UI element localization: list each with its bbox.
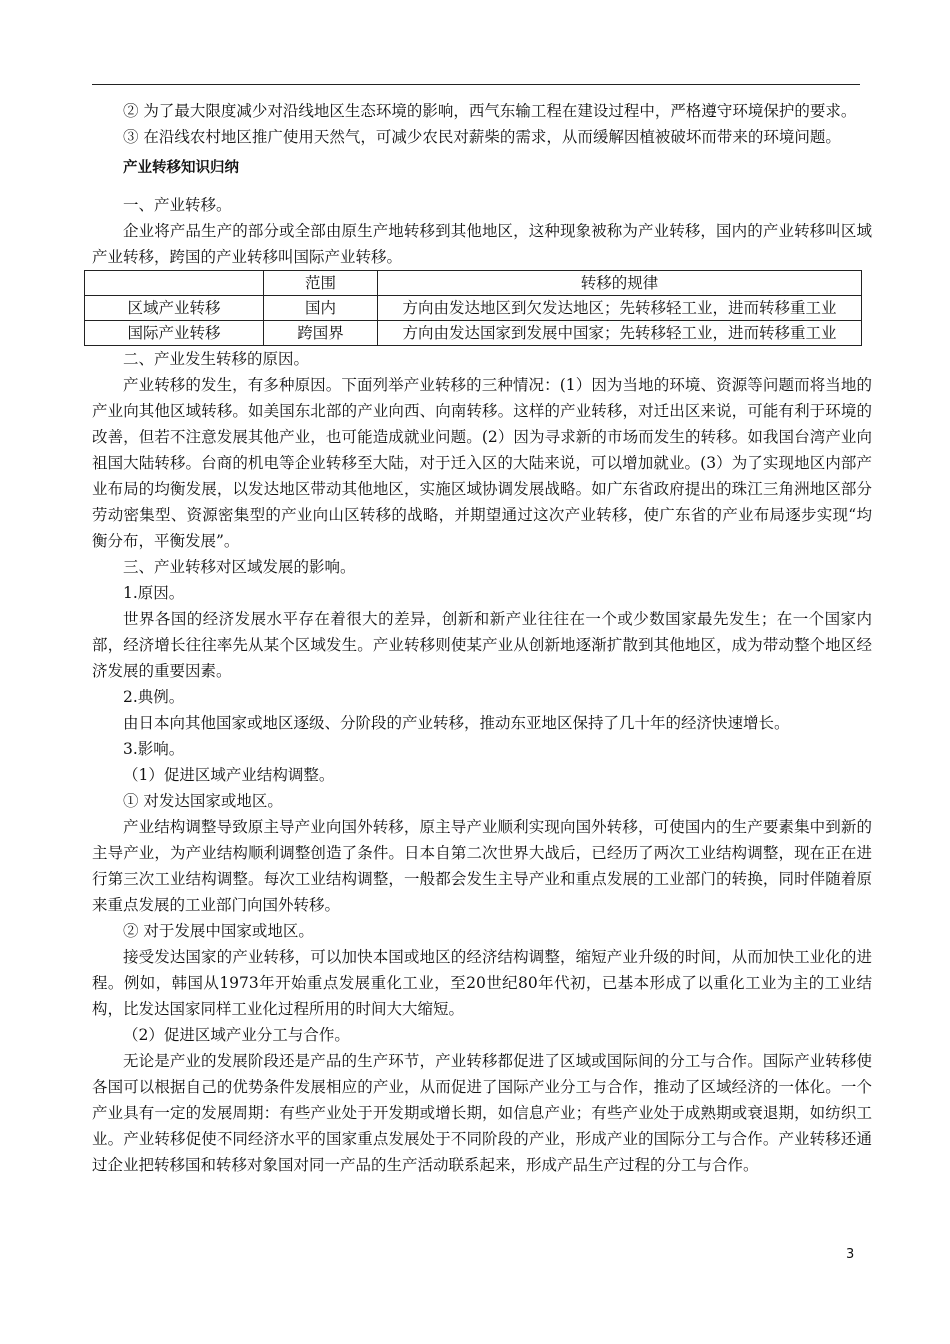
- paragraph-point-3: ③ 在沿线农村地区推广使用天然气，可减少农民对薪柴的需求，从而缓解因植被破坏而带来的环境问题。: [123, 128, 841, 146]
- subsection-impact-title: 3.影响。: [123, 740, 185, 758]
- impact-1a-title: ① 对发达国家或地区。: [123, 792, 283, 810]
- subsection-reason-title: 1.原因。: [123, 584, 185, 602]
- impact-1b-title: ② 对于发展中国家或地区。: [123, 922, 314, 940]
- table-header-row: [85, 271, 862, 296]
- table-cell: 区域产业转移: [85, 296, 264, 321]
- impact-2-body: 无论是产业的发展阶段还是产品的生产环节，产业转移都促进了区域或国际间的分工与合作。国际产业转移使各国可以根据自己的优势条件发展相应的产业，从而促进了国际产业分工与合作，推动了区域经济的一体化。一个产业具有一定的发展周期：有些产业处于开发期或增长期，如信息产业；有些产业处于成熟期或衰退期，如纺织工业。产业转移促使不同经济水平的国家重点发展处于不同阶段的产业，形成产业的国际分工与合作。产业转移还通过企业把转移国和转移对象国对同一产品的生产活动联系起来，形成产品生产过程的分工与合作。: [92, 1052, 872, 1174]
- section1-body: 企业将产品生产的部分或全部由原生产地转移到其他地区，这种现象被称为产业转移，国内的产业转移叫区域产业转移，跨国的产业转移叫国际产业转移。: [92, 222, 872, 266]
- table-header-cell: [85, 271, 264, 296]
- table-header-cell: 范围: [264, 271, 378, 296]
- table-cell: 国内: [264, 296, 378, 321]
- section3-title: 三、产业转移对区域发展的影响。: [123, 558, 356, 576]
- table-cell: 国际产业转移: [85, 321, 264, 346]
- subsection-reason-body: 世界各国的经济发展水平存在着很大的差异，创新和新产业往往在一个或少数国家最先发生；在一个国家内部，经济增长往往率先从某个区域发生。产业转移则使某产业从创新地逐渐扩散到其他地区，成为带动整个地区经济发展的重要因素。: [92, 610, 872, 680]
- table-cell: 方向由发达国家到发展中国家；先转移轻工业，进而转移重工业: [378, 321, 862, 346]
- section1-title: 一、产业转移。: [123, 196, 232, 214]
- subsection-example-title: 2.典例。: [123, 688, 185, 706]
- impact-1b-body: 接受发达国家的产业转移，可以加快本国或地区的经济结构调整，缩短产业升级的时间，从而加快工业化的进程。例如，韩国从1973年开始重点发展重化工业，至20世纪80年代初，已基本形成了以重化工业为主的工业结构，比发达国家同样工业化过程所用的时间大大缩短。: [92, 948, 872, 1018]
- header-rule: [92, 84, 860, 85]
- transfer-table: [84, 270, 862, 346]
- paragraph-point-2: ② 为了最大限度减少对沿线地区生态环境的影响，西气东输工程在建设过程中，严格遵守环境保护的要求。: [123, 102, 857, 120]
- table-row: [85, 321, 862, 346]
- table-cell: 跨国界: [264, 321, 378, 346]
- impact-1-title: （1）促进区域产业结构调整。: [123, 766, 335, 784]
- page-number: 3: [846, 1247, 855, 1262]
- section2-title: 二、产业发生转移的原因。: [123, 350, 310, 368]
- impact-1a-body: 产业结构调整导致原主导产业向国外转移，原主导产业顺利实现向国外转移，可使国内的生产要素集中到新的主导产业，为产业结构顺利调整创造了条件。日本自第二次世界大战后，已经历了两次工业结构调整，现在正在进行第三次工业结构调整。每次工业结构调整，一般都会发生主导产业和重点发展的工业部门的转换，同时伴随着原来重点发展的工业部门向国外转移。: [92, 818, 872, 914]
- table-header-cell: 转移的规律: [378, 271, 862, 296]
- section2-body: 产业转移的发生，有多种原因。下面列举产业转移的三种情况：(1）因为当地的环境、资源等问题而将当地的产业向其他区域转移。如美国东北部的产业向西、向南转移。这样的产业转移，对迁出区来说，可能有利于环境的改善，但若不注意发展其他产业，也可能造成就业问题。(2）因为寻求新的市场而发生的转移。如我国台湾产业向祖国大陆转移。台商的机电等企业转移至大陆，对于迁入区的大陆来说，可以增加就业。(3）为了实现地区内部产业布局的均衡发展，以发达地区带动其他地区，实施区域协调发展战略。如广东省政府提出的珠江三角洲地区部分劳动密集型、资源密集型的产业向山区转移的战略，并期望通过这次产业转移，使广东省的产业布局逐步实现“均衡分布，平衡发展”。: [92, 376, 872, 550]
- table-cell: 方向由发达地区到欠发达地区；先转移轻工业，进而转移重工业: [378, 296, 862, 321]
- subsection-example-body: 由日本向其他国家或地区逐级、分阶段的产业转移，推动东亚地区保持了几十年的经济快速增长。: [123, 714, 790, 732]
- section-heading: 产业转移知识归纳: [123, 160, 239, 176]
- table-row: [85, 296, 862, 321]
- document-body: [92, 98, 872, 1178]
- impact-2-title: （2）促进区域产业分工与合作。: [123, 1026, 350, 1044]
